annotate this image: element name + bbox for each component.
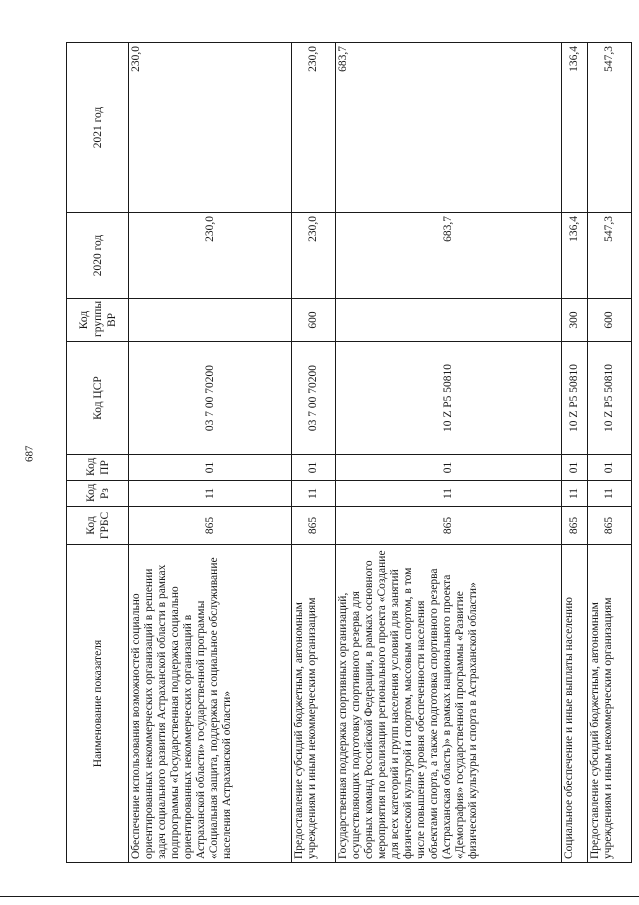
row-2020: 230,0 bbox=[292, 213, 336, 299]
row-csr: 10 Z P5 50810 bbox=[336, 342, 562, 455]
page-bottom-rule bbox=[0, 896, 639, 897]
row-name: Предоставление субсидий бюджетным, автономным учреждениям и иным некоммерческим организациям bbox=[588, 545, 632, 863]
row-2021: 547,3 bbox=[588, 43, 632, 213]
header-2020: 2020 год bbox=[67, 213, 129, 299]
row-2020: 547,3 bbox=[588, 213, 632, 299]
row-pr: 01 bbox=[562, 455, 588, 481]
row-rz: 11 bbox=[562, 481, 588, 507]
row-pr: 01 bbox=[292, 455, 336, 481]
table-row bbox=[562, 43, 588, 863]
table-row bbox=[129, 43, 292, 863]
row-name: Социальное обеспечение и иные выплаты населению bbox=[562, 545, 588, 863]
row-grbs: 865 bbox=[562, 507, 588, 545]
row-name: Государственная поддержка спортивных организаций, осуществляющих подготовку спортивного резерва для сборных команд Российской Федерации, в рамках основного мероприятия по реализации регионального проекта «Создание для всех категорий и групп населения условий для занятий физической культурой и спортом, массовым спортом, в том числе повышение уровня обеспеченности населения объектами спорта, а также подготовка спортивного резерва (Астраханская область)» в рамках национального проекта «Демография» государственной программы «Развитие физической культуры и спорта в Астраханской области» bbox=[336, 545, 562, 863]
header-csr: Код ЦСР bbox=[67, 342, 129, 455]
row-grbs: 865 bbox=[588, 507, 632, 545]
row-rz: 11 bbox=[588, 481, 632, 507]
budget-table-container bbox=[66, 43, 632, 863]
row-grbs: 865 bbox=[129, 507, 292, 545]
row-csr: 03 7 00 70200 bbox=[292, 342, 336, 455]
header-name: Наименование показателя bbox=[67, 545, 129, 863]
row-2020: 683,7 bbox=[336, 213, 562, 299]
table-row bbox=[292, 43, 336, 863]
row-grbs: 865 bbox=[336, 507, 562, 545]
header-rz: Код Рз bbox=[67, 481, 129, 507]
row-2020: 136,4 bbox=[562, 213, 588, 299]
row-2021: 230,0 bbox=[129, 43, 292, 213]
header-grbs: Код ГРБС bbox=[67, 507, 129, 545]
table-row bbox=[588, 43, 632, 863]
row-vr bbox=[129, 299, 292, 342]
row-name: Обеспечение использования возможностей социально ориентированных некоммерческих организаций в решении задач социального развития Астраханской области в рамках подпрограммы «Государственная поддержка социально ориентированных некоммерческих организаций в Астраханской области» государственной программы «Социальная защита, поддержка и социальное обслуживание населения Астраханской области» bbox=[129, 545, 292, 863]
row-2021: 683,7 bbox=[336, 43, 562, 213]
row-rz: 11 bbox=[129, 481, 292, 507]
header-vr: Код группы ВР bbox=[67, 299, 129, 342]
row-pr: 01 bbox=[588, 455, 632, 481]
row-pr: 01 bbox=[336, 455, 562, 481]
row-2021: 136,4 bbox=[562, 43, 588, 213]
row-pr: 01 bbox=[129, 455, 292, 481]
page-number: 687 bbox=[23, 445, 36, 462]
row-2021: 230,0 bbox=[292, 43, 336, 213]
table-header-row bbox=[67, 43, 129, 863]
row-name: Предоставление субсидий бюджетным, автономным учреждениям и иным некоммерческим организациям bbox=[292, 545, 336, 863]
row-2020: 230,0 bbox=[129, 213, 292, 299]
row-rz: 11 bbox=[336, 481, 562, 507]
header-pr: Код ПР bbox=[67, 455, 129, 481]
row-vr: 300 bbox=[562, 299, 588, 342]
budget-table bbox=[66, 42, 632, 863]
table-row bbox=[336, 43, 562, 863]
row-csr: 03 7 00 70200 bbox=[129, 342, 292, 455]
row-rz: 11 bbox=[292, 481, 336, 507]
row-vr: 600 bbox=[588, 299, 632, 342]
row-vr bbox=[336, 299, 562, 342]
row-grbs: 865 bbox=[292, 507, 336, 545]
row-csr: 10 Z P5 50810 bbox=[562, 342, 588, 455]
row-csr: 10 Z P5 50810 bbox=[588, 342, 632, 455]
row-vr: 600 bbox=[292, 299, 336, 342]
header-2021: 2021 год bbox=[67, 43, 129, 213]
